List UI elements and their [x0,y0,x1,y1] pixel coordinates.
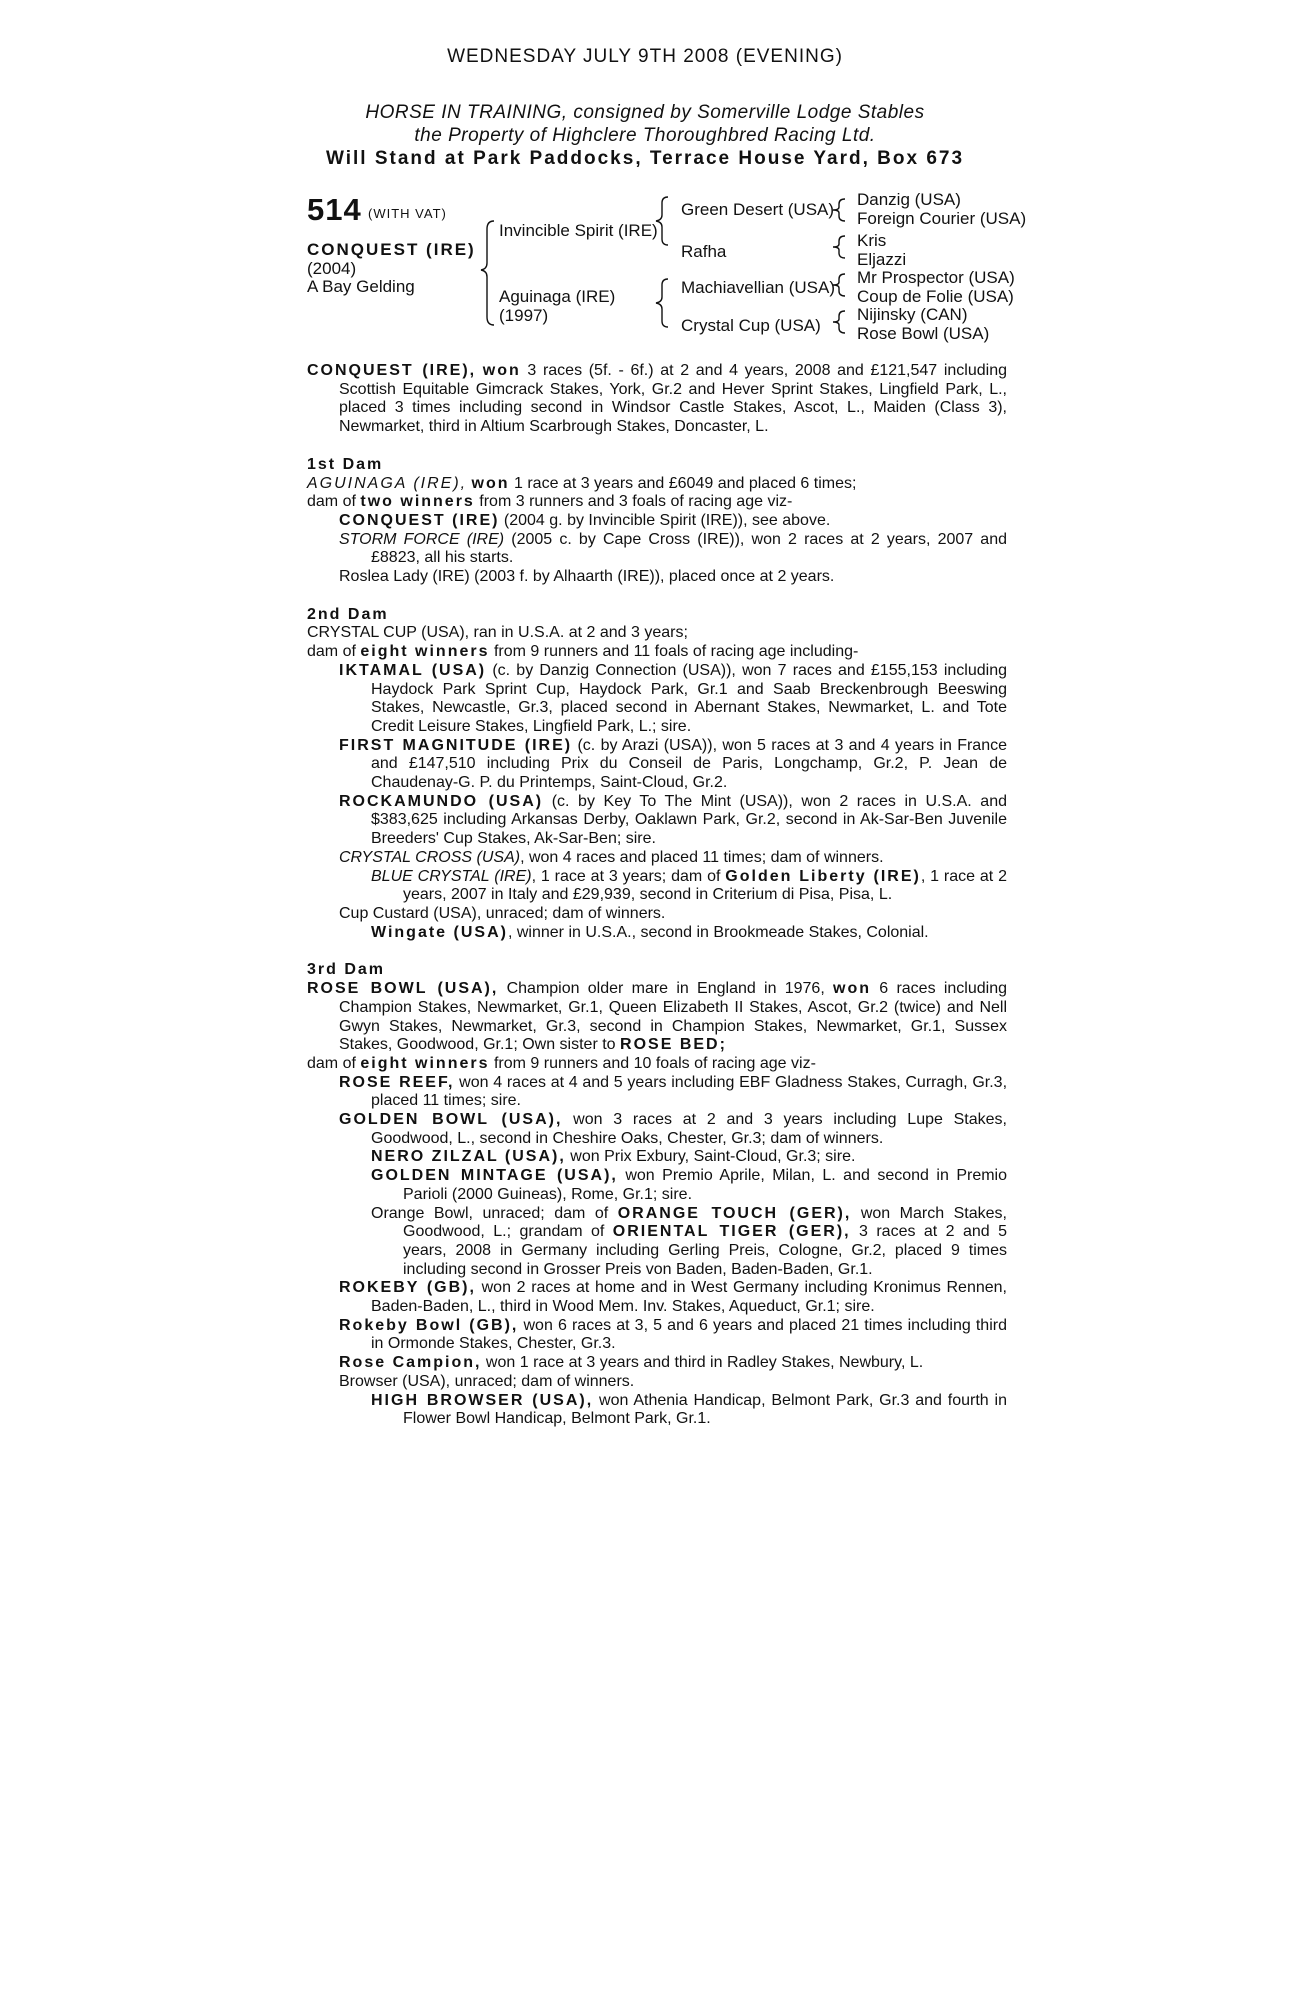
sale-date: WEDNESDAY JULY 9TH 2008 (EVENING) [447,46,843,67]
second-dam-entry: IKTAMAL (USA) (c. by Danzig Connection (USA)), won 7 races and £155,153 including Haydock Park Sprint Cup, Haydock Park, Gr.1 and Saab Breckenbrough Beeswing Stakes, Newcastle, Gr.3, placed second in Abernant Stakes, Newmarket, L. and Tote Credit Leisure Stakes, Lingfield Park, L.; sire. [339,661,1007,735]
third-dam-entry: HIGH BROWSER (USA), won Athenia Handicap, Belmont Park, Gr.3 and fourth in Flower Bowl Handicap, Belmont Park, Gr.1. [371,1391,1007,1428]
lot-number: 514 [307,192,362,227]
owner-line: the Property of Highclere Thoroughbred Racing Ltd. [414,125,876,146]
location-line: Will Stand at Park Paddocks, Terrace House Yard, Box 673 [325,148,965,169]
pedigree-gs5: Mr Prospector (USA) [857,268,1015,287]
third-dam-entry: ROKEBY (GB), won 2 races at home and in West Germany including Kronimus Rennen, Baden-Baden, L., third in Wood Mem. Inv. Stakes, Aqueduct, Gr.1; sire. [339,1279,1007,1316]
vat-note: (WITH VAT) [368,206,447,221]
first-dam-heading: 1st Dam [307,455,384,473]
third-dam-entry: Browser (USA), unraced; dam of winners. [339,1372,635,1390]
second-dam-line: CRYSTAL CUP (USA), ran in U.S.A. at 2 and 3 years; [307,624,688,642]
third-dam-entry: Rose Campion, won 1 race at 3 years and third in Radley Stakes, Newbury, L. [339,1354,924,1372]
summary-won: won [482,362,521,379]
third-dam-line: ROSE BOWL (USA), Champion older mare in England in 1976, won 6 races including Champion Stakes, Newmarket, Gr.1, Queen Elizabeth II Stakes, Ascot, Gr.2 (twice) and Nell Gwyn Stakes, Newmarket, Gr.3, second in Champion Stakes, Newmarket, Gr.1, Sussex Stakes, Goodwood, Gr.1; Own sister to ROSE BED; [307,980,1007,1054]
third-dam-entry: ROSE REEF, won 4 races at 4 and 5 years including EBF Gladness Stakes, Curragh, Gr.3, placed 11 times; sire. [339,1073,1008,1110]
pedigree-dam-sire: Machiavellian (USA) [681,278,835,297]
pedigree-sire-sire: Green Desert (USA) [681,200,835,219]
consignor-line: HORSE IN TRAINING, consigned by Somerville Lodge Stables [365,102,925,123]
third-dam-entry: NERO ZILZAL (USA), won Prix Exbury, Saint-Cloud, Gr.3; sire. [371,1148,856,1166]
pedigree-gs7: Nijinsky (CAN) [857,305,968,324]
third-dam-winners: eight winners [360,1054,490,1072]
pedigree-gs2: Foreign Courier (USA) [857,209,1027,228]
second-dam-entry: Wingate (USA), winner in U.S.A., second in Brookmeade Stakes, Colonial. [371,923,929,941]
pedigree-dam-year: (1997) [499,306,549,325]
summary-horse-name: CONQUEST (IRE), [307,362,477,379]
third-dam-produce: dam of eight winners from 9 runners and 10 foals of racing age viz- [307,1054,816,1072]
third-dam-entry: Rokeby Bowl (GB), won 6 races at 3, 5 and 6 years and placed 21 times including third in Ormonde Stakes, Chester, Gr.3. [339,1316,1007,1353]
first-dam-winners: two winners [360,493,475,511]
second-dam-produce: dam of eight winners from 9 runners and 11 foals of racing age including- [307,643,859,661]
first-dam-line [307,475,1007,494]
third-dam-heading: 3rd Dam [307,961,386,979]
pedigree-dam-dam: Crystal Cup (USA) [681,316,821,335]
second-dam-entry: ROCKAMUNDO (USA) (c. by Key To The Mint (USA)), won 2 races in U.S.A. and $383,625 including Arkansas Derby, Oaklawn Park, Gr.2, second in Ak-Sar-Ben Juvenile Breeders' Cup Stakes, Ak-Sar-Ben; sire. [339,792,1008,848]
second-dam-entry: FIRST MAGNITUDE (IRE) (c. by Arazi (USA)), won 5 races at 3 and 4 years in France and £147,510 including Prix du Conseil de Paris, Longchamp, Gr.2, P. Jean de Chaudenay-G. P. du Printemps, Saint-Cloud, Gr.2. [339,736,1007,792]
second-dam-winners: eight winners [360,643,490,661]
first-dam-produce: dam of two winners from 3 runners and 3 foals of racing age viz- [307,493,793,511]
pedigree-gs6: Coup de Folie (USA) [857,287,1014,306]
horse-description: A Bay Gelding [307,277,415,296]
first-dam-entry: STORM FORCE (IRE) (2005 c. by Cape Cross (IRE)), won 2 races at 2 years, 2007 and £8823, all his starts. [339,530,1008,567]
second-dam-entry: BLUE CRYSTAL (IRE), 1 race at 3 years; dam of Golden Liberty (IRE), 1 race at 2 years, 2007 in Italy and £29,939, second in Criterium di Pisa, Pisa, L. [371,867,1007,904]
first-dam-name: AGUINAGA (IRE), [307,474,468,492]
pedigree-brackets [0,0,1290,360]
third-dam-entry: Orange Bowl, unraced; dam of ORANGE TOUCH (GER), won March Stakes, Goodwood, L.; grandam of ORIENTAL TIGER (GER), 3 races at 2 and 5 years, 2008 in Germany including Gerling Preis, Cologne, Gr.2, placed 9 times including second in Grosser Preis von Baden, Baden-Baden, Gr.1. [371,1204,1007,1278]
third-dam-entry: GOLDEN MINTAGE (USA), won Premio Aprile, Milan, L. and second in Premio Parioli (2000 Guineas), Rome, Gr.1; sire. [371,1167,1007,1203]
horse-year: (2004) [307,259,357,278]
first-dam-entry: CONQUEST (IRE) (2004 g. by Invincible Spirit (IRE)), see above. [339,511,831,529]
pedigree-sire-dam: Rafha [681,242,727,261]
first-dam-text: 1 race at 3 years and £6049 and placed 6 times; [514,474,857,492]
pedigree-gs8: Rose Bowl (USA) [857,324,990,343]
catalogue-body [307,362,1007,1429]
pedigree-gs3: Kris [857,231,887,250]
pedigree-dam: Aguinaga (IRE) [499,287,616,306]
second-dam-entry: Cup Custard (USA), unraced; dam of winners. [339,904,666,922]
pedigree-gs1: Danzig (USA) [857,190,961,209]
first-dam-entry: Roslea Lady (IRE) (2003 f. by Alhaarth (IRE)), placed once at 2 years. [339,568,835,586]
pedigree-gs4: Eljazzi [857,250,907,269]
summary-text: 3 races (5f. - 6f.) at 2 and 4 years, 2008 and £121,547 including Scottish Equitable Gimcrack Stakes, York, Gr.2 and Hever Sprint Stakes, Lingfield Park, L., placed 3 times including second in Windsor Castle Stakes, Ascot, L., Maiden (Class 3), Newmarket, third in Altium Scarbrough Stakes, Doncaster, L. [339,362,1007,436]
second-dam-heading: 2nd Dam [307,605,389,623]
pedigree-sire: Invincible Spirit (IRE) [499,221,658,240]
summary-paragraph [307,362,1007,437]
horse-name: CONQUEST (IRE) [307,240,476,259]
third-dam-entry: GOLDEN BOWL (USA), won 3 races at 2 and 3 years including Lupe Stakes, Goodwood, L., second in Cheshire Oaks, Chester, Gr.3; dam of winners. [339,1111,1007,1147]
first-dam-won: won [471,474,510,492]
second-dam-entry: CRYSTAL CROSS (USA), won 4 races and placed 11 times; dam of winners. [339,848,884,866]
